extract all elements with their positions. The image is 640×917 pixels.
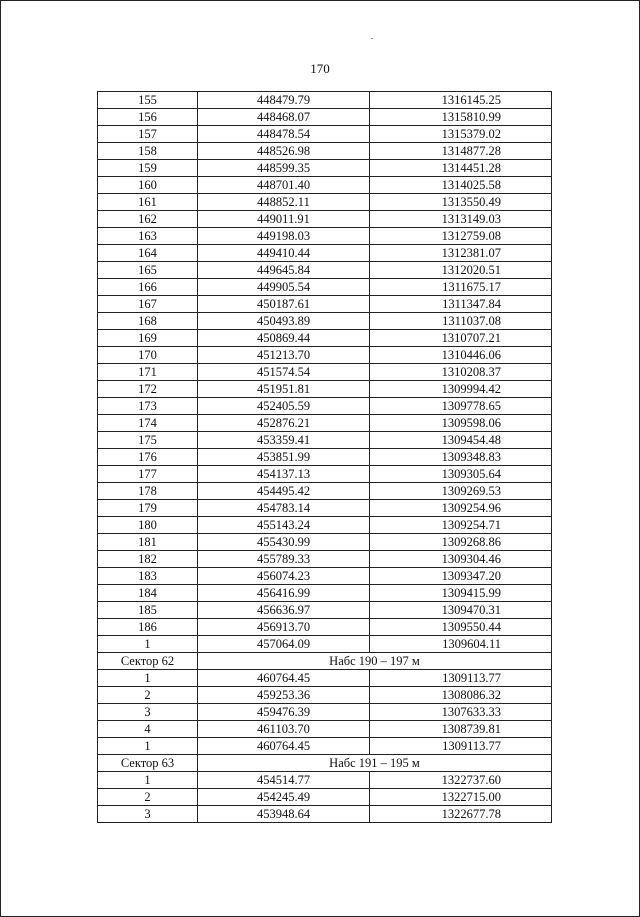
y-coordinate-cell: 1315810.99 — [370, 109, 552, 126]
table-row — [98, 415, 552, 432]
point-number-cell: 184 — [98, 585, 198, 602]
x-coordinate-cell: 456636.97 — [198, 602, 370, 619]
x-coordinate-cell: 460764.45 — [198, 738, 370, 755]
x-coordinate-cell: 459476.39 — [198, 704, 370, 721]
x-coordinate-cell: 451574.54 — [198, 364, 370, 381]
table-row — [98, 347, 552, 364]
sector-height-range: Набс 190 – 197 м — [198, 653, 552, 670]
y-coordinate-cell: 1315379.02 — [370, 126, 552, 143]
table-row — [98, 466, 552, 483]
table-row — [98, 262, 552, 279]
point-number-cell: 174 — [98, 415, 198, 432]
table-row — [98, 585, 552, 602]
y-coordinate-cell: 1309269.53 — [370, 483, 552, 500]
y-coordinate-cell: 1322677.78 — [370, 806, 552, 823]
sector-label: Сектор 62 — [98, 653, 198, 670]
point-number-cell: 170 — [98, 347, 198, 364]
x-coordinate-cell: 449011.91 — [198, 211, 370, 228]
y-coordinate-cell: 1309470.31 — [370, 602, 552, 619]
x-coordinate-cell: 451951.81 — [198, 381, 370, 398]
x-coordinate-cell: 452876.21 — [198, 415, 370, 432]
y-coordinate-cell: 1309604.11 — [370, 636, 552, 653]
table-row — [98, 194, 552, 211]
point-number-cell: 173 — [98, 398, 198, 415]
table-row — [98, 92, 552, 109]
point-number-cell: 166 — [98, 279, 198, 296]
table-row — [98, 432, 552, 449]
y-coordinate-cell: 1309347.20 — [370, 568, 552, 585]
table-row — [98, 126, 552, 143]
table-row — [98, 483, 552, 500]
point-number-cell: 1 — [98, 772, 198, 789]
point-number-cell: 178 — [98, 483, 198, 500]
point-number-cell: 160 — [98, 177, 198, 194]
point-number-cell: 1 — [98, 636, 198, 653]
y-coordinate-cell: 1309415.99 — [370, 585, 552, 602]
table-row — [98, 806, 552, 823]
table-row — [98, 245, 552, 262]
x-coordinate-cell: 455430.99 — [198, 534, 370, 551]
point-number-cell: 1 — [98, 670, 198, 687]
y-coordinate-cell: 1309598.06 — [370, 415, 552, 432]
y-coordinate-cell: 1314451.28 — [370, 160, 552, 177]
table-row — [98, 296, 552, 313]
point-number-cell: 177 — [98, 466, 198, 483]
x-coordinate-cell: 456074.23 — [198, 568, 370, 585]
y-coordinate-cell: 1311675.17 — [370, 279, 552, 296]
table-row — [98, 568, 552, 585]
point-number-cell: 4 — [98, 721, 198, 738]
x-coordinate-cell: 448599.35 — [198, 160, 370, 177]
x-coordinate-cell: 448468.07 — [198, 109, 370, 126]
x-coordinate-cell: 459253.36 — [198, 687, 370, 704]
point-number-cell: 164 — [98, 245, 198, 262]
table-row — [98, 687, 552, 704]
y-coordinate-cell: 1309348.83 — [370, 449, 552, 466]
x-coordinate-cell: 452405.59 — [198, 398, 370, 415]
table-row — [98, 772, 552, 789]
coordinates-table-body — [98, 92, 552, 823]
point-number-cell: 175 — [98, 432, 198, 449]
x-coordinate-cell: 451213.70 — [198, 347, 370, 364]
point-number-cell: 159 — [98, 160, 198, 177]
x-coordinate-cell: 455789.33 — [198, 551, 370, 568]
table-row — [98, 364, 552, 381]
point-number-cell: 158 — [98, 143, 198, 160]
table-row — [98, 177, 552, 194]
point-number-cell: 3 — [98, 806, 198, 823]
x-coordinate-cell: 454514.77 — [198, 772, 370, 789]
sector-header-row — [98, 755, 552, 772]
y-coordinate-cell: 1310208.37 — [370, 364, 552, 381]
table-row — [98, 143, 552, 160]
y-coordinate-cell: 1310446.06 — [370, 347, 552, 364]
y-coordinate-cell: 1313149.03 — [370, 211, 552, 228]
y-coordinate-cell: 1309254.96 — [370, 500, 552, 517]
y-coordinate-cell: 1309778.65 — [370, 398, 552, 415]
x-coordinate-cell: 449198.03 — [198, 228, 370, 245]
x-coordinate-cell: 448526.98 — [198, 143, 370, 160]
y-coordinate-cell: 1309305.64 — [370, 466, 552, 483]
x-coordinate-cell: 453359.41 — [198, 432, 370, 449]
y-coordinate-cell: 1311347.84 — [370, 296, 552, 313]
x-coordinate-cell: 450493.89 — [198, 313, 370, 330]
y-coordinate-cell: 1322737.60 — [370, 772, 552, 789]
y-coordinate-cell: 1309113.77 — [370, 738, 552, 755]
x-coordinate-cell: 450187.61 — [198, 296, 370, 313]
table-row — [98, 500, 552, 517]
x-coordinate-cell: 454137.13 — [198, 466, 370, 483]
point-number-cell: 171 — [98, 364, 198, 381]
table-row — [98, 330, 552, 347]
y-coordinate-cell: 1322715.00 — [370, 789, 552, 806]
sector-height-range: Набс 191 – 195 м — [198, 755, 552, 772]
point-number-cell: 180 — [98, 517, 198, 534]
point-number-cell: 179 — [98, 500, 198, 517]
table-row — [98, 789, 552, 806]
point-number-cell: 186 — [98, 619, 198, 636]
table-row — [98, 551, 552, 568]
y-coordinate-cell: 1311037.08 — [370, 313, 552, 330]
y-coordinate-cell: 1314025.58 — [370, 177, 552, 194]
x-coordinate-cell: 448479.79 — [198, 92, 370, 109]
table-row — [98, 109, 552, 126]
point-number-cell: 181 — [98, 534, 198, 551]
y-coordinate-cell: 1308739.81 — [370, 721, 552, 738]
table-row — [98, 228, 552, 245]
page-number: 170 — [310, 61, 330, 76]
x-coordinate-cell: 449410.44 — [198, 245, 370, 262]
point-number-cell: 3 — [98, 704, 198, 721]
x-coordinate-cell: 457064.09 — [198, 636, 370, 653]
table-row — [98, 738, 552, 755]
y-coordinate-cell: 1312020.51 — [370, 262, 552, 279]
y-coordinate-cell: 1310707.21 — [370, 330, 552, 347]
y-coordinate-cell: 1309268.86 — [370, 534, 552, 551]
point-number-cell: 156 — [98, 109, 198, 126]
x-coordinate-cell: 456913.70 — [198, 619, 370, 636]
x-coordinate-cell: 449905.54 — [198, 279, 370, 296]
point-number-cell: 1 — [98, 738, 198, 755]
point-number-cell: 2 — [98, 789, 198, 806]
y-coordinate-cell: 1309304.46 — [370, 551, 552, 568]
table-row — [98, 517, 552, 534]
table-row — [98, 619, 552, 636]
y-coordinate-cell: 1309254.71 — [370, 517, 552, 534]
point-number-cell: 185 — [98, 602, 198, 619]
sector-label: Сектор 63 — [98, 755, 198, 772]
table-row — [98, 211, 552, 228]
x-coordinate-cell: 448852.11 — [198, 194, 370, 211]
x-coordinate-cell: 454245.49 — [198, 789, 370, 806]
x-coordinate-cell: 454783.14 — [198, 500, 370, 517]
y-coordinate-cell: 1313550.49 — [370, 194, 552, 211]
scan-mark — [371, 38, 373, 39]
y-coordinate-cell: 1307633.33 — [370, 704, 552, 721]
x-coordinate-cell: 455143.24 — [198, 517, 370, 534]
table-row — [98, 721, 552, 738]
point-number-cell: 2 — [98, 687, 198, 704]
table-row — [98, 160, 552, 177]
x-coordinate-cell: 453851.99 — [198, 449, 370, 466]
table-row — [98, 381, 552, 398]
x-coordinate-cell: 450869.44 — [198, 330, 370, 347]
point-number-cell: 165 — [98, 262, 198, 279]
table-row — [98, 670, 552, 687]
y-coordinate-cell: 1309113.77 — [370, 670, 552, 687]
x-coordinate-cell: 453948.64 — [198, 806, 370, 823]
point-number-cell: 172 — [98, 381, 198, 398]
x-coordinate-cell: 448478.54 — [198, 126, 370, 143]
y-coordinate-cell: 1312381.07 — [370, 245, 552, 262]
point-number-cell: 162 — [98, 211, 198, 228]
y-coordinate-cell: 1314877.28 — [370, 143, 552, 160]
x-coordinate-cell: 454495.42 — [198, 483, 370, 500]
point-number-cell: 176 — [98, 449, 198, 466]
table-row — [98, 279, 552, 296]
table-row — [98, 449, 552, 466]
table-row — [98, 534, 552, 551]
y-coordinate-cell: 1312759.08 — [370, 228, 552, 245]
point-number-cell: 182 — [98, 551, 198, 568]
x-coordinate-cell: 449645.84 — [198, 262, 370, 279]
point-number-cell: 168 — [98, 313, 198, 330]
table-row — [98, 636, 552, 653]
point-number-cell: 163 — [98, 228, 198, 245]
x-coordinate-cell: 461103.70 — [198, 721, 370, 738]
x-coordinate-cell: 448701.40 — [198, 177, 370, 194]
table-row — [98, 602, 552, 619]
point-number-cell: 169 — [98, 330, 198, 347]
sector-header-row — [98, 653, 552, 670]
table-row — [98, 398, 552, 415]
point-number-cell: 157 — [98, 126, 198, 143]
y-coordinate-cell: 1309994.42 — [370, 381, 552, 398]
table-row — [98, 313, 552, 330]
table-row — [98, 704, 552, 721]
point-number-cell: 183 — [98, 568, 198, 585]
point-number-cell: 155 — [98, 92, 198, 109]
coordinates-table — [97, 91, 552, 823]
x-coordinate-cell: 456416.99 — [198, 585, 370, 602]
point-number-cell: 167 — [98, 296, 198, 313]
point-number-cell: 161 — [98, 194, 198, 211]
y-coordinate-cell: 1308086.32 — [370, 687, 552, 704]
y-coordinate-cell: 1316145.25 — [370, 92, 552, 109]
x-coordinate-cell: 460764.45 — [198, 670, 370, 687]
y-coordinate-cell: 1309550.44 — [370, 619, 552, 636]
y-coordinate-cell: 1309454.48 — [370, 432, 552, 449]
